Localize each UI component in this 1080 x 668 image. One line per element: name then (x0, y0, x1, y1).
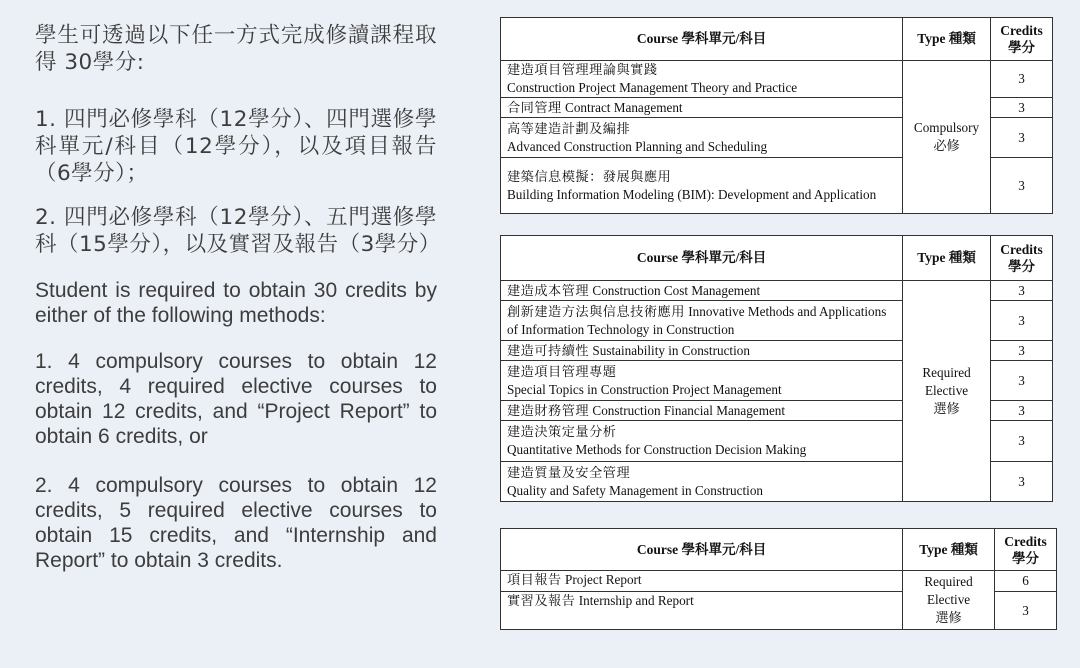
course-credits: 3 (991, 341, 1053, 361)
course-credits: 3 (991, 421, 1053, 462)
elective-courses-table (500, 235, 1053, 502)
header-credits: Credits 學分 (991, 236, 1053, 281)
course-name-zh: 建造財務管理 (507, 402, 590, 418)
table-header-row (501, 236, 1053, 281)
zh-method-2: 2. 四門必修學科（12學分）、五門選修學科（15學分），以及實習及報告（3學分） (35, 205, 441, 257)
course-credits: 3 (991, 361, 1053, 401)
course-name-en: Quality and Safety Management in Construction (507, 482, 764, 498)
course-name-en: Construction Financial Management (592, 402, 786, 418)
course-name-en: Contract Management (565, 99, 683, 115)
table-row (501, 281, 1053, 301)
requirements-text (35, 22, 441, 573)
course-credits: 3 (991, 158, 1053, 214)
course-name-zh: 項目報告 (507, 572, 562, 587)
header-course: Course 學科單元/科目 (501, 236, 903, 281)
course-name-en: Construction Project Management Theory and Practice (507, 80, 798, 95)
course-credits: 3 (991, 462, 1053, 502)
course-name-en: Special Topics in Construction Project Management (507, 381, 782, 397)
course-name-zh: 建築信息模擬：發展與應用 (507, 168, 672, 184)
header-type: Type 種類 (903, 18, 991, 61)
course-name-en: Sustainability in Construction (592, 342, 750, 358)
course-name-zh: 建造決策定量分析 (507, 424, 617, 439)
zh-intro: 學生可透過以下任一方式完成修讀課程取得 30學分: (35, 23, 437, 75)
course-name-zh: 建造可持續性 (507, 342, 590, 358)
course-name-zh: 創新建造方法與信息技術應用 (507, 303, 685, 319)
course-credits: 3 (991, 61, 1053, 98)
header-credits: Credits 學分 (991, 18, 1053, 61)
course-name-en: Advanced Construction Planning and Scheduling (507, 138, 768, 154)
course-credits: 3 (991, 118, 1053, 158)
table-row (501, 571, 1057, 592)
zh-method-1: 1. 四門必修學科（12學分）、四門選修學科單元/科目（12學分），以及項目報告（6學分）； (35, 107, 437, 186)
header-course: Course 學科單元/科目 (501, 18, 903, 61)
course-name-zh: 建造項目管理理論與實踐 (507, 62, 658, 77)
course-name-en: Building Information Modeling (BIM): Development and Application (507, 186, 877, 202)
en-method-1: 1. 4 compulsory courses to obtain 12 credits, 4 required elective courses to obtain 12 credits, and “Project Report” to obtain 6 credits, or (35, 350, 437, 448)
course-name-zh: 建造項目管理專題 (507, 363, 617, 379)
course-name-en: Internship and Report (578, 593, 694, 608)
header-course: Course 學科單元/科目 (501, 529, 903, 571)
en-intro: Student is required to obtain 30 credits by either of the following methods: (35, 279, 437, 327)
course-name-zh: 合同管理 (507, 99, 562, 115)
course-credits: 3 (991, 401, 1053, 421)
course-type: Compulsory 必修 (903, 61, 991, 214)
table-header-row (501, 18, 1053, 61)
course-type: Required Elective 選修 (903, 281, 991, 502)
course-name-zh: 建造質量及安全管理 (507, 464, 631, 480)
header-type: Type 種類 (903, 236, 991, 281)
table-header-row (501, 529, 1057, 571)
course-name-zh: 高等建造計劃及編排 (507, 120, 631, 136)
course-credits: 6 (995, 571, 1057, 592)
project-courses-table (500, 528, 1057, 630)
table-row (501, 61, 1053, 98)
course-credits: 3 (995, 592, 1057, 630)
course-name-zh: 建造成本管理 (507, 282, 590, 298)
course-name-en: Innovative Methods and Applications of Information Technology in Construction (507, 303, 887, 337)
header-credits: Credits 學分 (995, 529, 1057, 571)
en-method-2: 2. 4 compulsory courses to obtain 12 credits, 5 required elective courses to obtain 15 credits, and “Internship and Report” to obtain 3 credits. (35, 474, 437, 572)
course-type: Required Elective 選修 (903, 571, 995, 630)
compulsory-courses-table (500, 17, 1053, 214)
course-name-zh: 實習及報告 (507, 593, 576, 608)
course-credits: 3 (991, 281, 1053, 301)
course-name-en: Construction Cost Management (592, 282, 761, 298)
course-credits: 3 (991, 98, 1053, 118)
course-credits: 3 (991, 301, 1053, 341)
course-name-en: Quantitative Methods for Construction Decision Making (507, 442, 807, 457)
header-type: Type 種類 (903, 529, 995, 571)
course-name-en: Project Report (565, 572, 642, 587)
